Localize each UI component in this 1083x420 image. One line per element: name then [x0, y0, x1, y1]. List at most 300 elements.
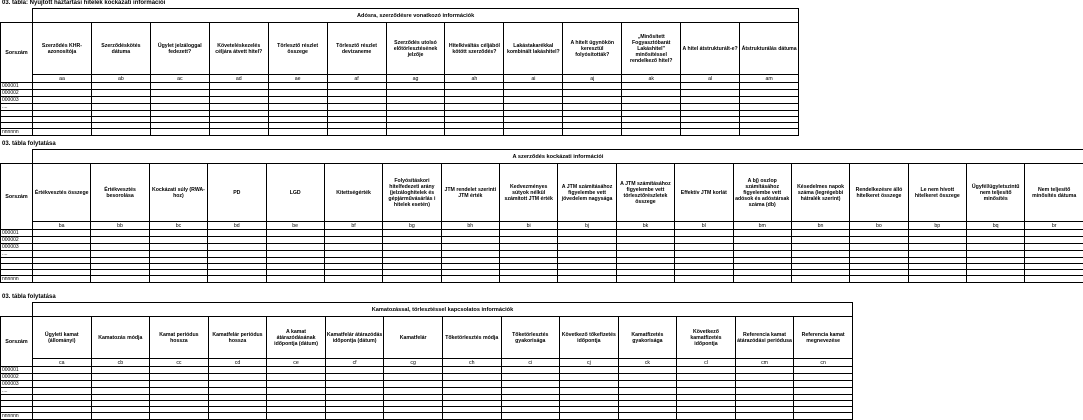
- data-cell[interactable]: [908, 237, 966, 244]
- data-cell[interactable]: [442, 367, 501, 374]
- data-cell[interactable]: [1025, 237, 1083, 244]
- column-header: Kamatfelár átárazódás időpontja (dátum): [325, 317, 384, 359]
- table-row: [1, 90, 799, 97]
- column-code: ac: [150, 75, 209, 83]
- data-cell[interactable]: [504, 104, 563, 111]
- row-number: 000001: [1, 367, 33, 374]
- data-cell[interactable]: [150, 381, 209, 388]
- data-cell[interactable]: [681, 83, 740, 90]
- column-code: bj: [558, 222, 616, 230]
- data-cell[interactable]: [616, 230, 674, 237]
- column-code: bb: [91, 222, 149, 230]
- data-cell[interactable]: [967, 237, 1025, 244]
- column-code: cl: [677, 359, 736, 367]
- data-cell[interactable]: [266, 230, 324, 237]
- data-cell[interactable]: [91, 381, 150, 388]
- data-cell[interactable]: [733, 276, 791, 283]
- column-code: bc: [149, 222, 207, 230]
- data-cell[interactable]: [386, 97, 445, 104]
- data-cell[interactable]: [33, 129, 92, 136]
- data-cell[interactable]: [681, 90, 740, 97]
- data-cell[interactable]: [618, 381, 677, 388]
- data-cell[interactable]: [384, 381, 443, 388]
- data-cell[interactable]: [442, 381, 501, 388]
- data-cell[interactable]: [563, 83, 622, 90]
- row-number: 000001: [1, 230, 33, 237]
- data-cell[interactable]: [967, 244, 1025, 251]
- row-number: nnnnnn: [1, 413, 33, 420]
- row-number: 000002: [1, 374, 33, 381]
- data-cell[interactable]: [209, 83, 268, 90]
- data-cell[interactable]: [908, 276, 966, 283]
- data-cell[interactable]: [324, 244, 382, 251]
- data-cell[interactable]: [149, 276, 207, 283]
- data-cell[interactable]: [791, 237, 849, 244]
- table-row: [1, 374, 853, 381]
- column-code: bf: [324, 222, 382, 230]
- column-header: Ügylet jelzáloggal fedezett?: [150, 23, 209, 75]
- data-cell[interactable]: [208, 388, 267, 395]
- data-cell[interactable]: [383, 251, 441, 258]
- data-cell[interactable]: [740, 83, 799, 90]
- data-cell[interactable]: [733, 237, 791, 244]
- data-cell[interactable]: [563, 90, 622, 97]
- data-cell[interactable]: [208, 413, 267, 420]
- data-cell[interactable]: [150, 104, 209, 111]
- column-header: Nem teljesítő minősítés dátuma: [1025, 164, 1083, 222]
- column-code: ba: [33, 222, 91, 230]
- data-cell[interactable]: [501, 374, 560, 381]
- data-cell[interactable]: [91, 90, 150, 97]
- data-cell[interactable]: [675, 251, 733, 258]
- data-cell[interactable]: [618, 374, 677, 381]
- column-code: bd: [208, 222, 266, 230]
- data-cell[interactable]: [33, 104, 92, 111]
- data-cell[interactable]: [794, 388, 853, 395]
- data-cell[interactable]: [324, 230, 382, 237]
- data-cell[interactable]: [504, 97, 563, 104]
- data-cell[interactable]: [150, 90, 209, 97]
- data-cell[interactable]: [150, 83, 209, 90]
- data-cell[interactable]: [266, 244, 324, 251]
- data-cell[interactable]: [266, 251, 324, 258]
- data-cell[interactable]: [33, 374, 92, 381]
- data-cell[interactable]: [266, 276, 324, 283]
- data-cell[interactable]: [91, 276, 149, 283]
- data-cell[interactable]: [794, 374, 853, 381]
- column-code: bp: [908, 222, 966, 230]
- table-row: [1, 83, 799, 90]
- data-cell[interactable]: [208, 244, 266, 251]
- data-cell[interactable]: [791, 251, 849, 258]
- section-title: 03. tábla folytatása: [2, 141, 56, 147]
- data-cell[interactable]: [504, 129, 563, 136]
- data-cell[interactable]: [208, 374, 267, 381]
- data-cell[interactable]: [327, 104, 386, 111]
- data-cell[interactable]: [1025, 230, 1083, 237]
- data-cell[interactable]: [383, 276, 441, 283]
- column-header: Szerződés KHR-azonosítója: [33, 23, 92, 75]
- column-code: bo: [850, 222, 908, 230]
- table-row: [1, 367, 853, 374]
- data-cell[interactable]: [560, 374, 619, 381]
- row-number-header: Sorszám: [1, 317, 33, 367]
- data-cell[interactable]: [267, 381, 326, 388]
- data-cell[interactable]: [677, 381, 736, 388]
- data-cell[interactable]: [740, 90, 799, 97]
- table-row: [1, 388, 853, 395]
- data-cell[interactable]: [268, 129, 327, 136]
- data-cell[interactable]: [622, 83, 681, 90]
- column-code: cj: [560, 359, 619, 367]
- data-cell[interactable]: [91, 251, 149, 258]
- data-cell[interactable]: [501, 381, 560, 388]
- data-cell[interactable]: [501, 388, 560, 395]
- corner-cell: [1, 9, 33, 23]
- data-cell[interactable]: [733, 251, 791, 258]
- data-cell[interactable]: [441, 276, 499, 283]
- data-cell[interactable]: [441, 244, 499, 251]
- data-cell[interactable]: [91, 367, 150, 374]
- data-cell[interactable]: [616, 237, 674, 244]
- column-header: PD: [208, 164, 266, 222]
- data-cell[interactable]: [616, 276, 674, 283]
- data-cell[interactable]: [735, 413, 794, 420]
- column-code: aa: [33, 75, 92, 83]
- column-code: ag: [386, 75, 445, 83]
- data-cell[interactable]: [735, 374, 794, 381]
- data-cell[interactable]: [33, 90, 92, 97]
- data-cell[interactable]: [441, 251, 499, 258]
- table-row: [1, 381, 853, 388]
- data-cell[interactable]: [618, 413, 677, 420]
- column-code: bg: [383, 222, 441, 230]
- data-cell[interactable]: [150, 374, 209, 381]
- data-cell[interactable]: [91, 230, 149, 237]
- column-code: bm: [733, 222, 791, 230]
- data-cell[interactable]: [1025, 251, 1083, 258]
- data-cell[interactable]: [267, 413, 326, 420]
- data-cell[interactable]: [850, 251, 908, 258]
- column-header: Törlesztő részlet devizaneme: [327, 23, 386, 75]
- row-number: 000003: [1, 97, 33, 104]
- data-cell[interactable]: [622, 129, 681, 136]
- column-header: A hitel átstrukturált-e?: [681, 23, 740, 75]
- data-cell[interactable]: [33, 276, 91, 283]
- data-cell[interactable]: [268, 104, 327, 111]
- data-cell[interactable]: [850, 237, 908, 244]
- data-cell[interactable]: [268, 83, 327, 90]
- data-cell[interactable]: [327, 97, 386, 104]
- data-cell[interactable]: [850, 276, 908, 283]
- column-header: Kitettségérték: [324, 164, 382, 222]
- data-cell[interactable]: [327, 90, 386, 97]
- data-cell[interactable]: [324, 251, 382, 258]
- data-cell[interactable]: [209, 90, 268, 97]
- column-code: af: [327, 75, 386, 83]
- data-cell[interactable]: [500, 244, 558, 251]
- data-cell[interactable]: [967, 251, 1025, 258]
- data-cell[interactable]: [675, 244, 733, 251]
- data-cell[interactable]: [563, 97, 622, 104]
- data-cell[interactable]: [675, 276, 733, 283]
- column-code: ak: [622, 75, 681, 83]
- data-cell[interactable]: [267, 388, 326, 395]
- data-cell[interactable]: [445, 83, 504, 90]
- data-cell[interactable]: [267, 374, 326, 381]
- data-cell[interactable]: [735, 381, 794, 388]
- data-cell[interactable]: [150, 129, 209, 136]
- data-cell[interactable]: [383, 244, 441, 251]
- data-cell[interactable]: [622, 97, 681, 104]
- data-cell[interactable]: [208, 230, 266, 237]
- table-row: [1, 244, 1083, 251]
- row-number: ....: [1, 251, 33, 258]
- column-header: A JTM számításához figyelembe vett jövedelem nagysága: [558, 164, 616, 222]
- data-cell[interactable]: [908, 230, 966, 237]
- data-cell[interactable]: [558, 251, 616, 258]
- data-cell[interactable]: [791, 244, 849, 251]
- data-cell[interactable]: [91, 104, 150, 111]
- row-number-header: Sorszám: [1, 23, 33, 83]
- data-cell[interactable]: [908, 244, 966, 251]
- data-cell[interactable]: [383, 237, 441, 244]
- data-cell[interactable]: [386, 90, 445, 97]
- data-cell[interactable]: [209, 97, 268, 104]
- data-cell[interactable]: [325, 374, 384, 381]
- data-cell[interactable]: [616, 251, 674, 258]
- data-cell[interactable]: [384, 388, 443, 395]
- data-cell[interactable]: [622, 90, 681, 97]
- column-code: ab: [91, 75, 150, 83]
- data-cell[interactable]: [150, 413, 209, 420]
- data-cell[interactable]: [791, 230, 849, 237]
- data-cell[interactable]: [500, 251, 558, 258]
- column-header: Kamatozás módja: [91, 317, 150, 359]
- data-cell[interactable]: [681, 129, 740, 136]
- data-cell[interactable]: [91, 374, 150, 381]
- data-cell[interactable]: [268, 97, 327, 104]
- data-cell[interactable]: [208, 367, 267, 374]
- data-cell[interactable]: [560, 381, 619, 388]
- data-cell[interactable]: [441, 237, 499, 244]
- data-cell[interactable]: [560, 413, 619, 420]
- data-cell[interactable]: [733, 230, 791, 237]
- column-header: Késedelmes napok száma (legrégebbi hátralék szerint): [791, 164, 849, 222]
- data-cell[interactable]: [268, 90, 327, 97]
- data-cell[interactable]: [675, 237, 733, 244]
- data-cell[interactable]: [33, 83, 92, 90]
- data-cell[interactable]: [149, 237, 207, 244]
- data-cell[interactable]: [967, 276, 1025, 283]
- data-cell[interactable]: [563, 129, 622, 136]
- data-cell[interactable]: [33, 97, 92, 104]
- data-cell[interactable]: [33, 244, 91, 251]
- data-cell[interactable]: [622, 104, 681, 111]
- data-cell[interactable]: [208, 381, 267, 388]
- column-header: Értékvesztés besorolása: [91, 164, 149, 222]
- column-group-header: A szerződés kockázati információi: [33, 150, 1083, 164]
- column-header: Effektív JTM korlát: [675, 164, 733, 222]
- data-cell[interactable]: [441, 230, 499, 237]
- data-cell[interactable]: [500, 237, 558, 244]
- column-header: Értékvesztés összege: [33, 164, 91, 222]
- data-cell[interactable]: [33, 381, 92, 388]
- data-cell[interactable]: [91, 388, 150, 395]
- data-cell[interactable]: [149, 251, 207, 258]
- column-header: „Minősített Fogyasztóbarát Lakáshitel” minősítéssel rendelkező hitel?: [622, 23, 681, 75]
- data-cell[interactable]: [967, 230, 1025, 237]
- data-cell[interactable]: [681, 97, 740, 104]
- row-number-header: Sorszám: [1, 164, 33, 230]
- data-cell[interactable]: [560, 388, 619, 395]
- data-cell[interactable]: [386, 129, 445, 136]
- data-cell[interactable]: [500, 230, 558, 237]
- column-header: Ügyfél/ügyletszintű nem teljesítő minősítés: [967, 164, 1025, 222]
- data-cell[interactable]: [677, 388, 736, 395]
- data-cell[interactable]: [91, 129, 150, 136]
- data-cell[interactable]: [325, 413, 384, 420]
- data-cell[interactable]: [501, 413, 560, 420]
- data-cell[interactable]: [384, 374, 443, 381]
- data-cell[interactable]: [618, 388, 677, 395]
- table-row: [1, 230, 1083, 237]
- column-code: bi: [500, 222, 558, 230]
- column-header: Kockázati súly (RWA-hoz): [149, 164, 207, 222]
- data-cell[interactable]: [504, 83, 563, 90]
- data-cell[interactable]: [325, 388, 384, 395]
- data-cell[interactable]: [267, 367, 326, 374]
- column-header: A kamat átárazódásának időpontja (dátum): [267, 317, 326, 359]
- column-header: JTM rendelet szerinti JTM érték: [441, 164, 499, 222]
- data-cell[interactable]: [677, 374, 736, 381]
- data-cell[interactable]: [33, 251, 91, 258]
- data-cell[interactable]: [327, 83, 386, 90]
- data-cell[interactable]: [675, 230, 733, 237]
- data-cell[interactable]: [383, 230, 441, 237]
- row-number: nnnnnn: [1, 276, 33, 283]
- data-cell[interactable]: [33, 237, 91, 244]
- data-cell[interactable]: [208, 251, 266, 258]
- data-cell[interactable]: [208, 237, 266, 244]
- data-cell[interactable]: [386, 83, 445, 90]
- data-cell[interactable]: [442, 374, 501, 381]
- data-cell[interactable]: [794, 367, 853, 374]
- data-cell[interactable]: [442, 388, 501, 395]
- data-cell[interactable]: [442, 413, 501, 420]
- data-cell[interactable]: [266, 237, 324, 244]
- data-cell[interactable]: [209, 129, 268, 136]
- data-cell[interactable]: [558, 237, 616, 244]
- column-header: Le nem hívott hitelkeret összege: [908, 164, 966, 222]
- data-cell[interactable]: [33, 388, 92, 395]
- data-cell[interactable]: [677, 367, 736, 374]
- data-cell[interactable]: [740, 97, 799, 104]
- data-cell[interactable]: [91, 413, 150, 420]
- data-cell[interactable]: [558, 230, 616, 237]
- column-code: bh: [441, 222, 499, 230]
- data-cell[interactable]: [616, 244, 674, 251]
- data-cell[interactable]: [677, 413, 736, 420]
- data-cell[interactable]: [794, 381, 853, 388]
- data-cell[interactable]: [91, 97, 150, 104]
- data-cell[interactable]: [325, 367, 384, 374]
- data-cell[interactable]: [324, 237, 382, 244]
- data-cell[interactable]: [735, 367, 794, 374]
- data-cell[interactable]: [791, 276, 849, 283]
- corner-cell: [1, 150, 33, 164]
- data-cell[interactable]: [563, 104, 622, 111]
- column-header: Referencia kamat átárazódási periódusa: [735, 317, 794, 359]
- data-cell[interactable]: [208, 276, 266, 283]
- data-table: [0, 8, 799, 136]
- data-cell[interactable]: [1025, 276, 1083, 283]
- data-cell[interactable]: [618, 367, 677, 374]
- data-cell[interactable]: [733, 244, 791, 251]
- data-cell[interactable]: [149, 244, 207, 251]
- data-cell[interactable]: [558, 276, 616, 283]
- data-cell[interactable]: [33, 367, 92, 374]
- data-cell[interactable]: [324, 276, 382, 283]
- data-cell[interactable]: [384, 367, 443, 374]
- column-code: ad: [209, 75, 268, 83]
- data-cell[interactable]: [500, 276, 558, 283]
- data-cell[interactable]: [33, 230, 91, 237]
- data-cell[interactable]: [740, 104, 799, 111]
- table-row: [1, 97, 799, 104]
- data-cell[interactable]: [33, 413, 92, 420]
- data-cell[interactable]: [445, 104, 504, 111]
- data-cell[interactable]: [91, 237, 149, 244]
- data-cell[interactable]: [794, 413, 853, 420]
- data-cell[interactable]: [325, 381, 384, 388]
- column-header: Kamatfelár: [384, 317, 443, 359]
- column-header: Referencia kamat megnevezése: [794, 317, 853, 359]
- data-cell[interactable]: [504, 90, 563, 97]
- data-cell[interactable]: [681, 104, 740, 111]
- data-cell[interactable]: [445, 129, 504, 136]
- data-cell[interactable]: [560, 367, 619, 374]
- data-cell[interactable]: [445, 90, 504, 97]
- column-code: cc: [150, 359, 209, 367]
- data-cell[interactable]: [150, 388, 209, 395]
- section-title: 03. tábla: Nyújtott háztartási hitelek kockázati információi: [2, 0, 165, 6]
- data-cell[interactable]: [91, 83, 150, 90]
- data-cell[interactable]: [501, 367, 560, 374]
- data-cell[interactable]: [91, 244, 149, 251]
- section-title: 03. tábla folytatása: [2, 294, 56, 300]
- data-cell[interactable]: [149, 230, 207, 237]
- data-cell[interactable]: [850, 244, 908, 251]
- data-cell[interactable]: [908, 251, 966, 258]
- column-code: bl: [675, 222, 733, 230]
- data-cell[interactable]: [850, 230, 908, 237]
- data-cell[interactable]: [327, 129, 386, 136]
- column-header: Szerződés utolsó előtörlesztésének jelzője: [386, 23, 445, 75]
- data-cell[interactable]: [384, 413, 443, 420]
- data-cell[interactable]: [150, 97, 209, 104]
- data-cell[interactable]: [735, 388, 794, 395]
- data-cell[interactable]: [445, 97, 504, 104]
- data-cell[interactable]: [558, 244, 616, 251]
- data-cell[interactable]: [386, 104, 445, 111]
- row-number: nnnnnn: [1, 129, 33, 136]
- data-cell[interactable]: [150, 367, 209, 374]
- data-cell[interactable]: [209, 104, 268, 111]
- data-cell[interactable]: [740, 129, 799, 136]
- table-row: [1, 251, 1083, 258]
- data-cell[interactable]: [1025, 244, 1083, 251]
